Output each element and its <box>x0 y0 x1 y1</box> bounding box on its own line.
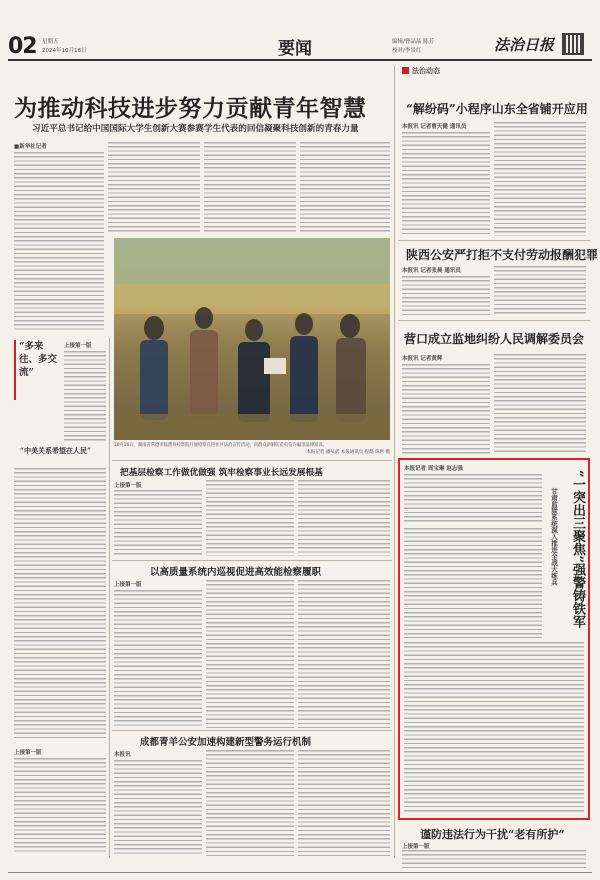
mid-story-3-title: 成都青羊公安加速构建新型警务运行机制 <box>140 737 312 748</box>
paper-name: 法治日报 <box>494 36 555 54</box>
mid-story-2-col-3 <box>298 580 390 728</box>
mid-story-1-title: 把基层检察工作做优做强 筑牢检察事业长远发展根基 <box>120 468 323 478</box>
law-story-3-title: 营口成立监地纠纷人民调解委员会 <box>404 332 585 346</box>
sidebar-text-mid <box>14 468 106 738</box>
mid-rule-3 <box>112 730 392 731</box>
highlight-text-full <box>404 642 584 812</box>
sidebar-closing: 上接第一版 <box>14 750 42 756</box>
sidebar-text-bottom <box>14 758 106 854</box>
law-story-2-col-2 <box>494 266 586 316</box>
mid-story-3-col-2 <box>206 750 294 856</box>
bottom-right-kicker: 上接第一版 <box>402 844 430 850</box>
bottom-right-title: 谨防违法行为干扰“老有所护” <box>420 828 565 841</box>
highlight-byline: 本报记者 周宝琳 赵志强 <box>404 466 463 472</box>
weekday: 星期五 <box>42 39 59 45</box>
mid-story-2-col-2 <box>206 580 294 728</box>
mid-story-1-col-2 <box>206 480 294 556</box>
law-story-2-title: 陕西公安严打拒不支付劳动报酬犯罪 <box>406 248 599 262</box>
photo-people-illustration <box>114 238 390 440</box>
bottom-right-text <box>402 850 586 868</box>
law-story-2-col-1 <box>402 276 490 316</box>
mid-rule-1 <box>112 460 392 461</box>
lead-subheadline: 习近平总书记给中国国际大学生创新大赛参赛学生代表的回信凝聚科技创新的青春力量 <box>32 124 359 134</box>
news-photo <box>114 238 390 440</box>
photo-caption-text: 10月16日，湖南省常德市临澧县检察院开展检察官进社区法治宣传活动，向群众讲解防范电信诈骗等法律知识。 <box>114 443 327 448</box>
section-title: 要闻 <box>278 39 312 59</box>
mid-story-1-col-1 <box>114 490 202 556</box>
law-story-3-col-2 <box>494 354 586 454</box>
law-story-1-byline: 本报讯 记者曹天健 通讯员 <box>402 124 467 130</box>
issue-date: 2024年10月18日 <box>42 48 87 54</box>
lead-col-3 <box>204 142 296 234</box>
mid-story-1-col-3 <box>298 480 390 556</box>
lead-byline: ■新华社记者 <box>14 144 47 150</box>
mid-story-2-title: 以高质量系统内巡视促进高效能检察履职 <box>150 567 322 578</box>
editors-credit: 编辑/曹晶晶 陈芳 <box>392 39 435 45</box>
law-story-1-col-1 <box>402 132 490 236</box>
mid-story-2-col-1 <box>114 590 202 728</box>
photo-credit: 本报记者 潘从武 本报通讯员 程懿 陈哲 摄 <box>306 450 390 455</box>
lead-headline: 为推动科技进步努力贡献青年智慧 <box>14 95 367 122</box>
law-story-3-byline: 本报讯 记者黄辉 <box>402 356 443 362</box>
mid-story-1-kicker: 上接第一版 <box>114 483 142 489</box>
law-rule-1 <box>398 240 590 241</box>
highlight-text-top-left <box>404 474 542 524</box>
highlighted-story <box>398 458 590 820</box>
page-bottom-rule <box>8 872 592 873</box>
proofreader-credit: 校对/李景红 <box>392 48 422 54</box>
sidebar-title <box>14 340 60 400</box>
mid-story-2-kicker: 上接第一版 <box>114 582 142 588</box>
sidebar-kicker: 上接第一版 <box>64 343 92 349</box>
sidebar-text-top <box>64 351 106 441</box>
mid-story-3-col-1 <box>114 760 202 856</box>
photo-caption <box>114 443 390 456</box>
lead-col-4 <box>300 142 390 234</box>
law-rule-2 <box>398 320 590 321</box>
lead-col-2 <box>108 142 200 234</box>
highlight-subtitle: 甘肃监狱系统深入推进全战大练兵 <box>550 488 558 586</box>
law-dynamics-label <box>402 66 440 76</box>
sidebar-subsection: “中美关系希望在人民” <box>20 446 92 455</box>
law-story-1-title: “解纷码”小程序山东全省铺开应用 <box>406 102 588 116</box>
law-story-1-col-2 <box>494 122 586 236</box>
page-number: 02 <box>8 34 37 59</box>
law-dynamics-label-text: 法治动态 <box>412 67 440 75</box>
mid-rule-2 <box>112 560 392 561</box>
highlight-title: “一突出三聚焦”强警铸铁军 <box>570 470 585 628</box>
divider-right <box>394 66 395 858</box>
sidebar-title-text: “多来往、多交流” <box>19 341 58 378</box>
lead-col-1 <box>14 152 104 332</box>
mid-story-3-byline: 本报讯 <box>114 752 131 758</box>
mid-story-3-col-3 <box>298 750 390 856</box>
highlight-title-block <box>550 470 586 630</box>
divider-left <box>109 338 110 858</box>
law-story-3-col-1 <box>402 364 490 454</box>
highlight-text-mid-left <box>404 528 542 638</box>
law-story-2-byline: 本报讯 记者张晨 通讯员 <box>402 268 461 274</box>
law-dynamics-icon <box>402 67 409 74</box>
qr-code-icon <box>562 33 584 55</box>
masthead-rule <box>8 59 592 61</box>
